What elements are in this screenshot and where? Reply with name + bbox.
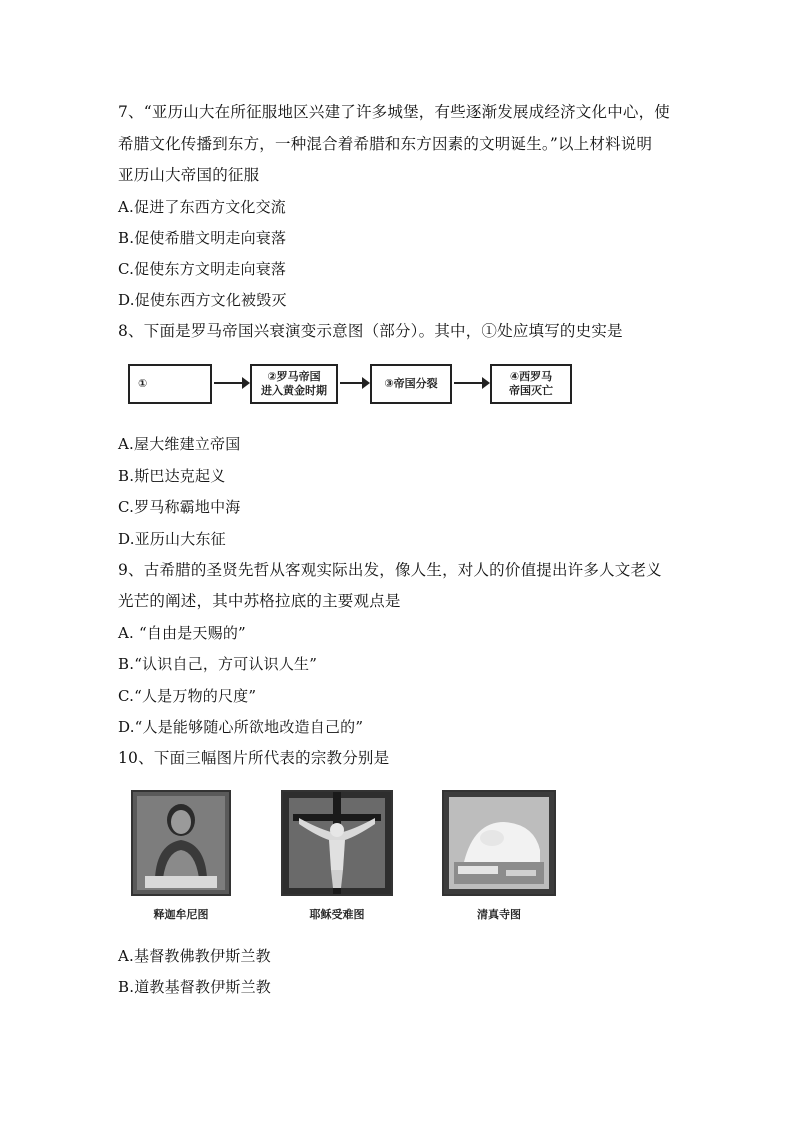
mosque-caption: 清真寺图: [477, 908, 521, 921]
flow-box-3-label: ③帝国分裂: [384, 377, 438, 390]
crucifix-caption: 耶稣受难图: [309, 908, 365, 921]
q9-stem-line-2: 光芒的阐述，其中苏格拉底的主要观点是: [118, 592, 401, 610]
mosque-picture: [442, 790, 556, 896]
flow-arrow-3: [454, 382, 488, 384]
q9-option-c: C.“人是万物的尺度”: [118, 687, 257, 705]
roman-empire-flow-diagram: [128, 364, 588, 408]
q9-option-d: D.“人是能够随心所欲地改造自己的”: [118, 718, 364, 736]
flow-box-4: [490, 364, 572, 404]
flow-box-2: [250, 364, 338, 404]
q7-option-c: C.促使东方文明走向衰落: [118, 260, 287, 278]
buddha-picture: [131, 790, 231, 896]
q7-option-d: D.促使东西方文化被毁灭: [118, 291, 287, 309]
buddha-statue-icon: [133, 792, 229, 894]
q7-stem-line-2: 希腊文化传播到东方，一种混合着希腊和东方因素的文明诞生。”以上材料说明: [118, 135, 653, 153]
flow-box-4-line-1: ④西罗马: [509, 370, 553, 383]
crucifix-icon: [283, 792, 391, 894]
q8-option-b: B.斯巴达克起义: [118, 467, 226, 485]
flow-box-3: [370, 364, 452, 404]
q7-option-b: B.促使希腊文明走向衰落: [118, 229, 287, 247]
q10-option-b: B.道教基督教伊斯兰教: [118, 978, 271, 996]
q7-stem-line-1: 7、“亚历山大在所征服地区兴建了许多城堡，有些逐渐发展成经济文化中心，使: [118, 103, 670, 121]
flow-box-1: [128, 364, 212, 404]
q9-option-b: B.“认识自己，方可认识人生”: [118, 655, 318, 673]
q9-stem-line-1: 9、古希腊的圣贤先哲从客观实际出发，像人生，对人的价值提出许多人文老义: [118, 561, 662, 579]
q10-stem: 10、下面三幅图片所代表的宗教分别是: [118, 749, 390, 767]
q8-stem: 8、下面是罗马帝国兴衰演变示意图（部分）。其中，①处应填写的史实是: [118, 322, 623, 340]
flow-arrow-1: [214, 382, 248, 384]
flow-box-2-line-1: ②罗马帝国: [267, 370, 321, 383]
crucifix-picture: [281, 790, 393, 896]
q9-option-a: A. “自由是天赐的”: [118, 624, 246, 642]
q8-option-a: A.屋大维建立帝国: [118, 435, 241, 453]
buddha-caption: 释迦牟尼图: [153, 908, 209, 921]
q7-stem-line-3: 亚历山大帝国的征服: [118, 166, 260, 184]
flow-box-2-line-2: 进入黄金时期: [261, 384, 327, 397]
flow-arrow-2: [340, 382, 368, 384]
q8-option-c: C.罗马称霸地中海: [118, 498, 241, 516]
q8-option-d: D.亚历山大东征: [118, 530, 226, 548]
flow-box-1-label: ①: [138, 377, 148, 390]
flow-box-4-line-2: 帝国灭亡: [509, 384, 553, 397]
q10-option-a: A.基督教佛教伊斯兰教: [118, 947, 271, 965]
mosque-icon: [444, 792, 554, 894]
q7-option-a: A.促进了东西方文化交流: [118, 198, 287, 216]
